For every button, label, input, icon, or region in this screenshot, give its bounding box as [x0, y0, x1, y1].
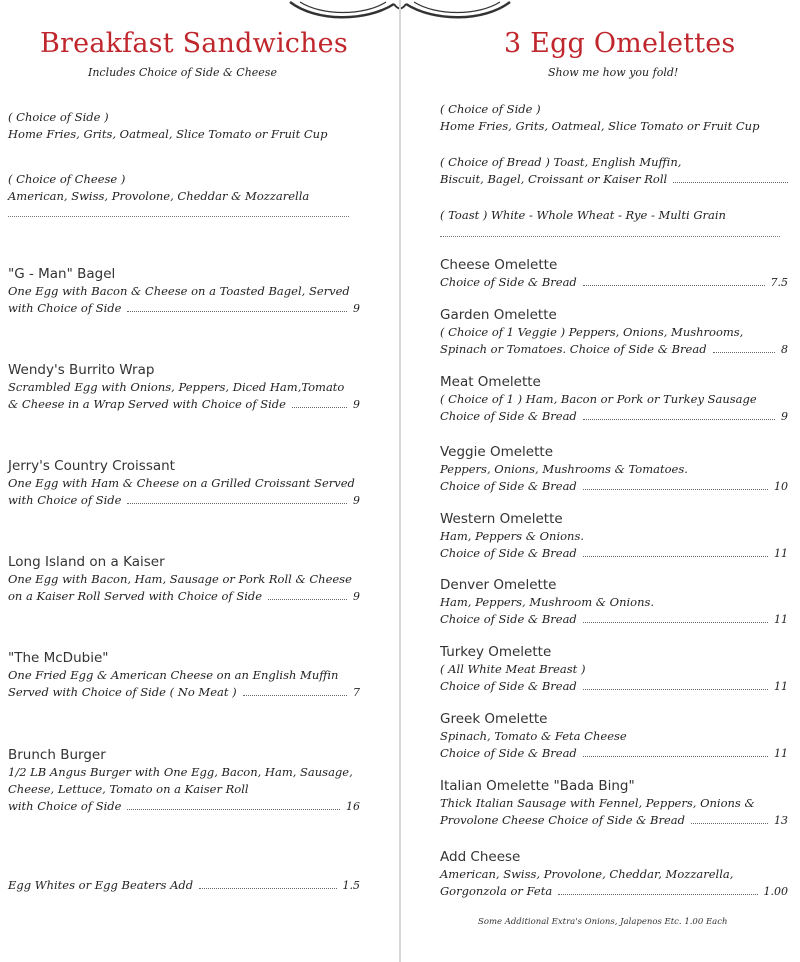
- section-title: 3 Egg Omelettes: [504, 28, 736, 59]
- item-price: 16: [346, 800, 360, 813]
- item-name: Meat Omelette: [440, 374, 541, 390]
- item-desc: & Cheese in a Wrap Served with Choice of Side: [8, 397, 286, 411]
- cheese-choices: [8, 171, 360, 205]
- item-price: 13: [774, 814, 788, 827]
- section-title: Breakfast Sandwiches: [40, 28, 348, 59]
- item-price: 11: [774, 680, 788, 693]
- item-desc: Ham, Peppers & Onions.: [440, 529, 585, 543]
- item-desc: One Fried Egg & American Cheese on an English Muffin: [8, 668, 339, 682]
- item-name: Denver Omelette: [440, 577, 557, 593]
- item-price: 1.00: [763, 885, 788, 898]
- item-price: 7.5: [770, 276, 788, 289]
- item-desc: American, Swiss, Provolone, Cheddar, Mozzarella,: [440, 867, 734, 881]
- item-price: 8: [781, 343, 788, 356]
- item-desc: Peppers, Onions, Mushrooms & Tomatoes.: [440, 462, 688, 476]
- item-desc: with Choice of Side: [8, 301, 122, 315]
- item-price: 7: [353, 686, 360, 699]
- item-name: Long Island on a Kaiser: [8, 554, 165, 570]
- item-desc: One Egg with Ham & Cheese on a Grilled Croissant Served: [8, 476, 355, 490]
- menu-item: [8, 457, 360, 509]
- menu-item: [8, 265, 360, 317]
- item-name: Garden Omelette: [440, 307, 557, 323]
- item-desc: Provolone Cheese Choice of Side & Bread: [440, 813, 686, 827]
- item-desc: Choice of Side & Bread: [440, 275, 577, 289]
- bread-choices: [440, 154, 788, 188]
- item-desc: ( Choice of 1 Veggie ) Peppers, Onions, Mushrooms,: [440, 325, 744, 339]
- item-desc: Choice of Side & Bread: [440, 746, 577, 760]
- item-name: Cheese Omelette: [440, 257, 558, 273]
- menu-item: [440, 256, 788, 291]
- item-desc: Thick Italian Sausage with Fennel, Peppers, Onions &: [440, 796, 755, 810]
- toast-choices: [440, 207, 788, 224]
- menu-item: [8, 361, 360, 413]
- menu-item: [440, 848, 788, 900]
- item-desc: Choice of Side & Bread: [440, 679, 577, 693]
- dotted-rule: [8, 216, 349, 217]
- extras-note: Some Additional Extra's Onions, Jalapenos Etc. 1.00 Each: [478, 917, 728, 927]
- item-price: 11: [774, 613, 788, 626]
- item-desc: Spinach, Tomato & Feta Cheese: [440, 729, 627, 743]
- side-heading: ( Choice of Side ): [8, 110, 109, 124]
- item-desc: One Egg with Bacon, Ham, Sausage or Pork Roll & Cheese: [8, 572, 352, 586]
- item-desc: with Choice of Side: [8, 799, 122, 813]
- item-name: Greek Omelette: [440, 711, 548, 727]
- item-desc: One Egg with Bacon & Cheese on a Toasted Bagel, Served: [8, 284, 350, 298]
- item-desc: Choice of Side & Bread: [440, 479, 577, 493]
- item-name: Turkey Omelette: [440, 644, 552, 660]
- item-price: 9: [353, 494, 360, 507]
- item-name: Add Cheese: [440, 849, 521, 865]
- menu-item: [440, 643, 788, 695]
- item-price: 1.5: [342, 879, 360, 892]
- item-price: 11: [774, 747, 788, 760]
- item-price: 9: [353, 590, 360, 603]
- item-price: 10: [774, 480, 788, 493]
- item-desc: with Choice of Side: [8, 493, 122, 507]
- bread-heading: ( Choice of Bread ) Toast, English Muffin,: [440, 155, 682, 169]
- item-price: 9: [781, 410, 788, 423]
- item-desc: on a Kaiser Roll Served with Choice of Side: [8, 589, 263, 603]
- cheese-list: American, Swiss, Provolone, Cheddar & Mozzarella: [8, 189, 310, 203]
- menu-item: [440, 306, 788, 358]
- menu-item: [440, 576, 788, 628]
- item-price: 9: [353, 398, 360, 411]
- side-list: Home Fries, Grits, Oatmeal, Slice Tomato or Fruit Cup: [8, 127, 328, 141]
- side-choices: [440, 101, 788, 135]
- item-name: Veggie Omelette: [440, 444, 554, 460]
- item-desc: Served with Choice of Side ( No Meat ): [8, 685, 237, 699]
- menu-item: [440, 373, 788, 425]
- item-desc: Gorgonzola or Feta: [440, 884, 553, 898]
- item-name: "The McDubie": [8, 650, 109, 666]
- item-desc: Egg Whites or Egg Beaters Add: [8, 878, 194, 892]
- item-desc: Ham, Peppers, Mushroom & Onions.: [440, 595, 655, 609]
- toast-list: ( Toast ) White - Whole Wheat - Rye - Multi Grain: [440, 208, 726, 222]
- side-list: Home Fries, Grits, Oatmeal, Slice Tomato or Fruit Cup: [440, 119, 760, 133]
- menu-item: [440, 510, 788, 562]
- cheese-heading: ( Choice of Cheese ): [8, 172, 126, 186]
- item-desc: Choice of Side & Bread: [440, 546, 577, 560]
- section-subtitle: Show me how you fold!: [548, 66, 679, 79]
- item-desc: Choice of Side & Bread: [440, 409, 577, 423]
- menu-item: [440, 777, 788, 829]
- item-name: Jerry's Country Croissant: [8, 458, 175, 474]
- menu-item: [440, 443, 788, 495]
- bread-list: Biscuit, Bagel, Croissant or Kaiser Roll: [440, 172, 668, 186]
- side-choices: [8, 109, 360, 143]
- section-subtitle: Includes Choice of Side & Cheese: [88, 66, 277, 79]
- item-name: Wendy's Burrito Wrap: [8, 362, 155, 378]
- item-name: Brunch Burger: [8, 747, 106, 763]
- column-divider: [399, 0, 401, 962]
- item-name: "G - Man" Bagel: [8, 266, 116, 282]
- item-desc: ( All White Meat Breast ): [440, 662, 586, 676]
- menu-item: [8, 553, 360, 605]
- item-name: Western Omelette: [440, 511, 563, 527]
- dotted-rule: [440, 236, 780, 237]
- item-desc: Choice of Side & Bread: [440, 612, 577, 626]
- menu-item: [440, 710, 788, 762]
- menu-item: [8, 649, 360, 701]
- item-price: 11: [774, 547, 788, 560]
- menu-item: [8, 746, 360, 815]
- side-heading: ( Choice of Side ): [440, 102, 541, 116]
- item-desc: 1/2 LB Angus Burger with One Egg, Bacon, Ham, Sausage,: [8, 765, 353, 779]
- item-desc: Scrambled Egg with Onions, Peppers, Diced Ham,Tomato: [8, 380, 345, 394]
- item-desc: Spinach or Tomatoes. Choice of Side & Bread: [440, 342, 707, 356]
- menu-item: [8, 877, 360, 894]
- item-desc: ( Choice of 1 ) Ham, Bacon or Pork or Turkey Sausage: [440, 392, 757, 406]
- item-price: 9: [353, 302, 360, 315]
- item-desc: Cheese, Lettuce, Tomato on a Kaiser Roll: [8, 782, 249, 796]
- item-name: Italian Omelette "Bada Bing": [440, 778, 635, 794]
